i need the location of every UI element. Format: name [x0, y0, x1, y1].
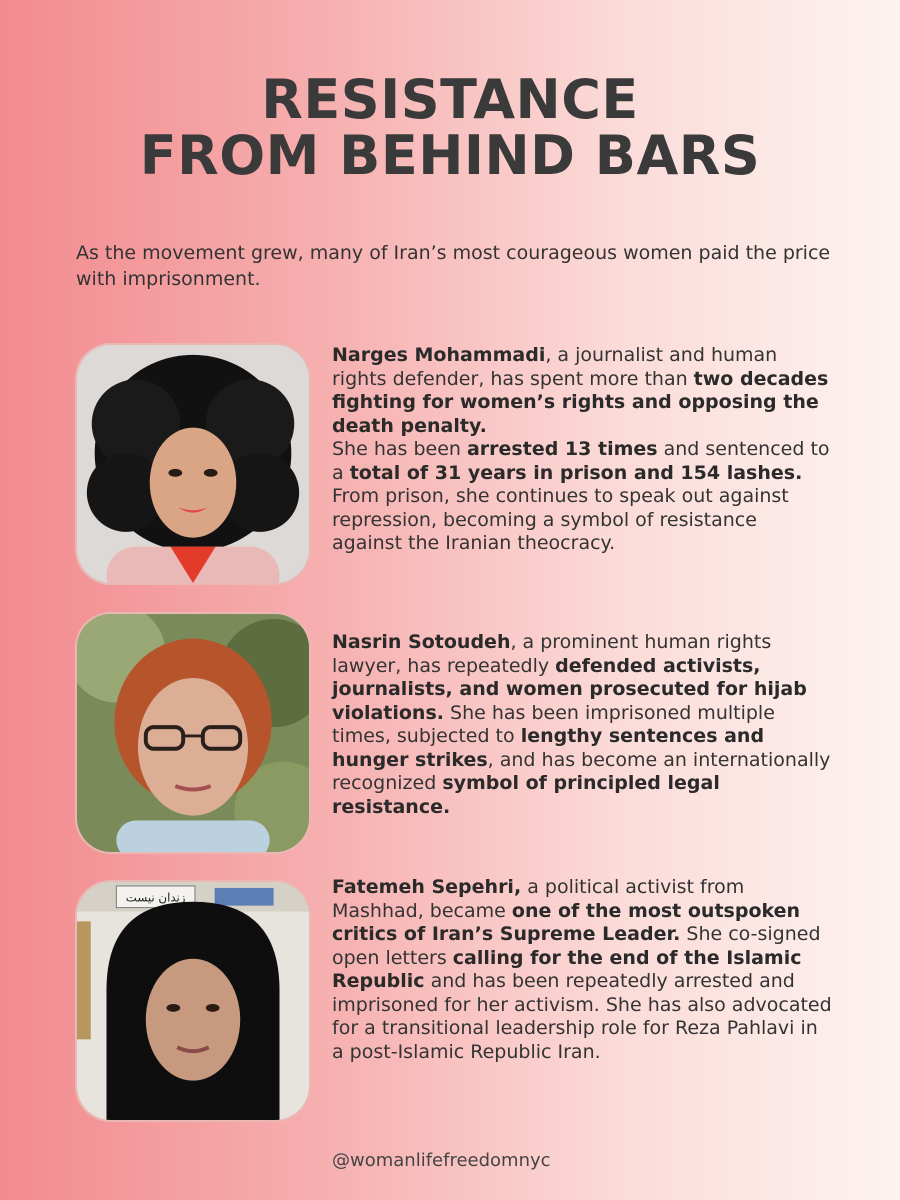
- bio-segment: She co-signed open letters: [332, 923, 821, 969]
- photo-fatemeh-sepehri: [75, 880, 311, 1122]
- bio-segment: lengthy sentences and hunger strikes: [332, 725, 765, 771]
- bio-segment: a political activist from Mashhad, became: [332, 876, 745, 922]
- bio-segment: arrested 13 times: [466, 438, 658, 460]
- bio-segment: symbol of principled legal resistance.: [332, 772, 720, 818]
- bio-narges-mohammadi: [332, 344, 832, 556]
- bio-segment: , a journalist and human rights defender, has spent more than: [332, 344, 778, 390]
- portrait-image: [77, 882, 309, 1120]
- bio-segment: Fatemeh Sepehri,: [332, 876, 522, 898]
- photo-narges-mohammadi: [75, 343, 311, 585]
- bio-segment: Narges Mohammadi: [332, 344, 546, 366]
- title-line-2: FROM BEHIND BARS: [139, 124, 761, 187]
- social-handle: @womanlifefreedomnyc: [332, 1150, 551, 1171]
- bio-segment: From prison, she continues to speak out against repression, becoming a symbol of resistance against the Iranian theocracy.: [332, 485, 789, 554]
- title-line-1: RESISTANCE: [261, 68, 639, 131]
- bio-segment: , and has become an internationally recognized: [332, 748, 831, 794]
- bio-segment: defended activists, journalists, and women prosecuted for hijab violations.: [332, 654, 807, 724]
- photo-nasrin-sotoudeh: [75, 612, 311, 854]
- intro-text: As the movement grew, many of Iran’s most courageous women paid the price with imprisonment.: [76, 242, 831, 290]
- bio-segment: , a prominent human rights lawyer, has repeatedly: [332, 631, 772, 677]
- portrait-image: [77, 614, 309, 852]
- bio-segment: one of the most outspoken critics of Iran’s Supreme Leader.: [332, 899, 801, 945]
- bio-segment: total of 31 years in prison and 154 lashes.: [349, 461, 803, 484]
- bio-segment: and has been repeatedly arrested and imprisoned for her activism. She has also advocated for a transitional leadership role for Reza Pahlavi in a post-Islamic Republic Iran.: [332, 970, 832, 1063]
- bio-segment: Nasrin Sotoudeh: [332, 631, 511, 653]
- bio-nasrin-sotoudeh: [332, 631, 832, 819]
- bio-fatemeh-sepehri: [332, 876, 832, 1064]
- bio-segment: She has been imprisoned multiple times, subjected to: [332, 701, 775, 747]
- portrait-image: [77, 345, 309, 583]
- bio-segment: She has been: [332, 438, 467, 460]
- page-title: [0, 68, 900, 187]
- bio-segment: and sentenced to a: [332, 438, 830, 484]
- bio-segment: two decades fighting for women’s rights and opposing the death penalty.: [332, 367, 829, 437]
- bio-segment: calling for the end of the Islamic Republic: [332, 946, 802, 992]
- sign-text: زندان نیست: [125, 890, 186, 905]
